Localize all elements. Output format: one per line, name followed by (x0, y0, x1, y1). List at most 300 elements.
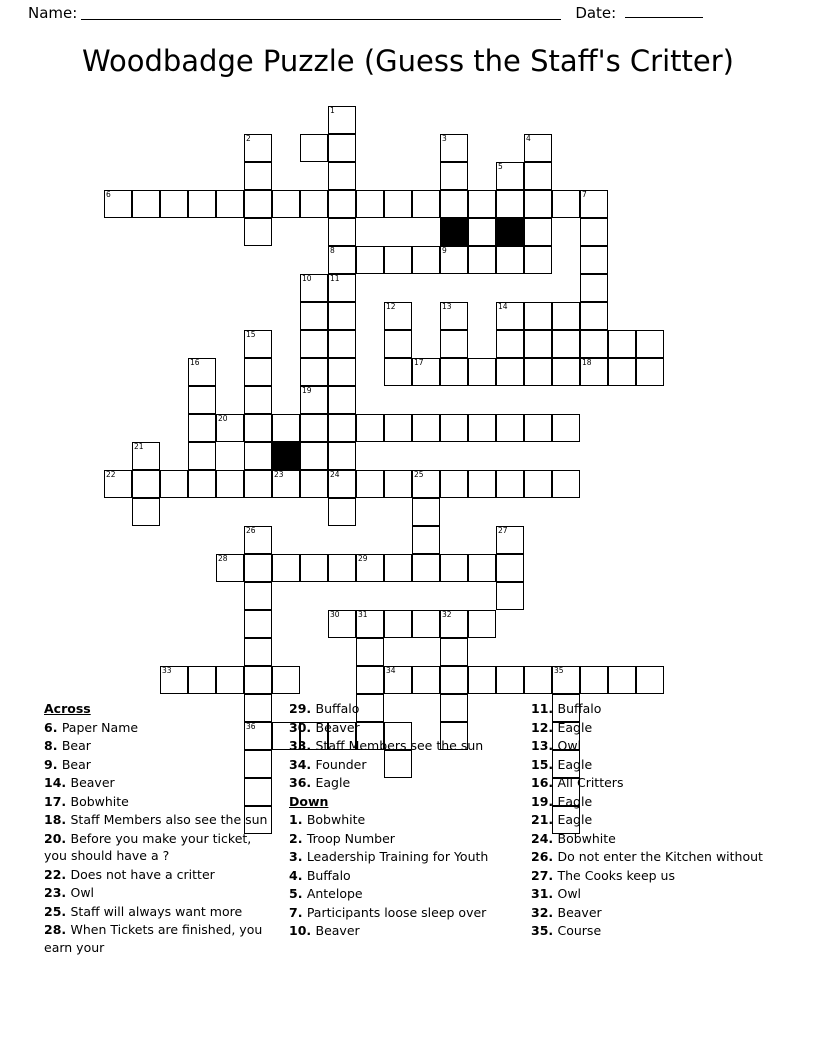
grid-cell[interactable] (244, 134, 272, 162)
clue-down-10 (289, 922, 521, 940)
grid-cell-number: 17 (414, 358, 424, 367)
grid-cell[interactable] (244, 330, 272, 358)
clue-down-31 (531, 885, 763, 903)
clue-text: Troop Number (306, 830, 395, 846)
grid-cell-number: 30 (330, 610, 340, 619)
grid-cell[interactable] (384, 610, 412, 638)
clue-across-20 (44, 830, 276, 865)
clue-number: 29. (289, 701, 316, 716)
grid-cell[interactable] (384, 414, 412, 442)
clue-across-29 (289, 700, 521, 718)
grid-cell[interactable] (412, 498, 440, 526)
grid-cell[interactable] (552, 358, 580, 386)
grid-cell[interactable] (468, 246, 496, 274)
clue-text: Leadership Training for Youth (306, 849, 489, 864)
grid-cell[interactable] (328, 442, 356, 470)
grid-cell[interactable] (440, 638, 468, 666)
grid-cell[interactable] (524, 302, 552, 330)
clue-text: All Critters (557, 775, 624, 790)
date-label: Date: (575, 4, 617, 22)
grid-cell[interactable] (160, 470, 188, 498)
grid-cell[interactable] (300, 330, 328, 358)
grid-cell-number: 3 (442, 134, 447, 143)
clue-number: 31. (531, 886, 558, 901)
grid-cell[interactable] (524, 330, 552, 358)
grid-cell-number: 1 (330, 106, 335, 115)
clue-across-6 (44, 719, 276, 737)
grid-cell[interactable] (328, 610, 356, 638)
clues-column-2 (289, 700, 521, 941)
grid-cell[interactable] (160, 666, 188, 694)
clue-down-12 (531, 719, 763, 737)
clue-text: Buffalo (315, 701, 360, 716)
grid-cell-number: 24 (330, 470, 340, 479)
grid-cell-blocked (440, 218, 468, 246)
grid-cell[interactable] (440, 610, 468, 638)
grid-cell[interactable] (412, 554, 440, 582)
grid-cell[interactable] (244, 358, 272, 386)
clue-across-9 (44, 756, 276, 774)
grid-cell[interactable] (244, 442, 272, 470)
grid-cell[interactable] (244, 162, 272, 190)
grid-cell[interactable] (440, 554, 468, 582)
grid-cell[interactable] (300, 554, 328, 582)
grid-cell[interactable] (636, 666, 664, 694)
clue-number: 34. (289, 756, 316, 772)
grid-cell[interactable] (524, 162, 552, 190)
grid-cell[interactable] (216, 554, 244, 582)
clue-number: 25. (44, 903, 71, 919)
date-group (575, 4, 707, 22)
grid-cell[interactable] (496, 330, 524, 358)
grid-cell[interactable] (188, 358, 216, 386)
grid-cell[interactable] (300, 302, 328, 330)
grid-cell-number: 27 (498, 526, 508, 535)
grid-cell-number: 12 (386, 302, 396, 311)
clue-number: 4. (289, 867, 307, 883)
grid-cell-blocked (272, 442, 300, 470)
grid-cell[interactable] (188, 666, 216, 694)
grid-cell-number: 33 (162, 666, 172, 675)
clue-number: 22. (44, 866, 71, 882)
grid-cell[interactable] (384, 190, 412, 218)
clue-down-27 (531, 867, 763, 885)
clue-across-34 (289, 756, 521, 774)
grid-cell[interactable] (468, 554, 496, 582)
grid-cell[interactable] (580, 190, 608, 218)
grid-cell[interactable] (356, 610, 384, 638)
grid-cell[interactable] (104, 470, 132, 498)
grid-cell[interactable] (300, 414, 328, 442)
clue-number: 2. (289, 830, 307, 846)
grid-cell[interactable] (272, 554, 300, 582)
grid-cell[interactable] (188, 414, 216, 442)
clue-number: 36. (289, 775, 316, 790)
grid-cell[interactable] (356, 666, 384, 694)
grid-cell[interactable] (328, 358, 356, 386)
clue-number: 32. (531, 904, 558, 920)
clue-down-19 (531, 793, 763, 811)
grid-cell[interactable] (300, 190, 328, 218)
grid-cell[interactable] (552, 302, 580, 330)
clue-down-26 (531, 848, 763, 866)
clue-text: Beaver (557, 904, 602, 920)
clue-number: 19. (531, 793, 558, 809)
name-date-line (28, 0, 788, 26)
grid-cell[interactable] (636, 358, 664, 386)
clue-text: Bear (61, 756, 91, 772)
grid-cell[interactable] (384, 302, 412, 330)
grid-cell[interactable] (412, 246, 440, 274)
clue-down-5 (289, 885, 521, 903)
grid-cell[interactable] (328, 162, 356, 190)
grid-cell[interactable] (440, 134, 468, 162)
clue-number: 6. (44, 719, 62, 735)
grid-cell[interactable] (524, 414, 552, 442)
clue-text: Buffalo (557, 701, 602, 716)
grid-cell[interactable] (300, 274, 328, 302)
clue-text: Eagle (557, 719, 593, 735)
grid-cell[interactable] (132, 498, 160, 526)
grid-cell[interactable] (580, 330, 608, 358)
grid-cell[interactable] (216, 470, 244, 498)
grid-cell[interactable] (216, 414, 244, 442)
name-write-line[interactable] (81, 7, 561, 20)
grid-cell[interactable] (524, 134, 552, 162)
clue-text: Participants loose sleep over (306, 904, 487, 920)
grid-cell[interactable] (636, 330, 664, 358)
grid-cell-number: 32 (442, 610, 452, 619)
grid-cell[interactable] (384, 470, 412, 498)
clue-across-36 (289, 774, 521, 792)
grid-cell[interactable] (552, 666, 580, 694)
grid-cell[interactable] (468, 414, 496, 442)
grid-cell-number: 23 (274, 470, 284, 479)
grid-cell-number: 8 (330, 246, 335, 255)
grid-cell[interactable] (244, 638, 272, 666)
grid-cell[interactable] (496, 246, 524, 274)
grid-cell[interactable] (384, 554, 412, 582)
grid-cell[interactable] (328, 302, 356, 330)
clue-across-8 (44, 737, 276, 755)
grid-cell[interactable] (412, 526, 440, 554)
clue-number: 33. (289, 738, 316, 753)
clue-number: 14. (44, 775, 71, 790)
grid-cell[interactable] (468, 470, 496, 498)
grid-cell[interactable] (412, 666, 440, 694)
date-write-line[interactable] (625, 5, 703, 18)
clue-number: 26. (531, 849, 558, 864)
clue-text: Owl (557, 738, 582, 753)
grid-cell-blocked (496, 218, 524, 246)
grid-cell[interactable] (580, 218, 608, 246)
grid-cell-number: 31 (358, 610, 368, 619)
grid-cell[interactable] (412, 358, 440, 386)
clue-text: Course (557, 923, 602, 938)
grid-cell[interactable] (328, 218, 356, 246)
grid-cell[interactable] (412, 414, 440, 442)
grid-cell[interactable] (356, 246, 384, 274)
grid-cell[interactable] (384, 246, 412, 274)
grid-cell-number: 21 (134, 442, 144, 451)
grid-cell[interactable] (328, 246, 356, 274)
clue-number: 23. (44, 885, 71, 900)
grid-cell-number: 4 (526, 134, 531, 143)
grid-cell[interactable] (580, 246, 608, 274)
grid-cell[interactable] (552, 414, 580, 442)
grid-cell[interactable] (440, 246, 468, 274)
grid-cell[interactable] (580, 666, 608, 694)
clue-text: Bear (61, 738, 91, 753)
grid-cell[interactable] (328, 554, 356, 582)
grid-cell[interactable] (356, 470, 384, 498)
clue-text: When Tickets are finished, you earn your (44, 922, 263, 955)
clue-down-2 (289, 830, 521, 848)
grid-cell-number: 35 (554, 666, 564, 675)
grid-cell-number: 28 (218, 554, 228, 563)
grid-cell[interactable] (496, 358, 524, 386)
grid-cell[interactable] (244, 610, 272, 638)
grid-cell[interactable] (272, 190, 300, 218)
grid-cell[interactable] (328, 190, 356, 218)
clue-number: 24. (531, 830, 558, 846)
grid-cell[interactable] (216, 190, 244, 218)
grid-cell[interactable] (468, 218, 496, 246)
clue-text: Paper Name (61, 719, 139, 735)
grid-cell[interactable] (468, 190, 496, 218)
grid-cell[interactable] (384, 666, 412, 694)
grid-cell[interactable] (300, 442, 328, 470)
grid-cell[interactable] (580, 274, 608, 302)
clue-text: Beaver (315, 719, 360, 735)
clue-text: Eagle (557, 756, 593, 772)
grid-cell[interactable] (132, 470, 160, 498)
grid-cell[interactable] (412, 470, 440, 498)
clue-down-32 (531, 904, 763, 922)
grid-cell[interactable] (328, 414, 356, 442)
grid-cell[interactable] (160, 190, 188, 218)
clue-text: Bobwhite (70, 793, 129, 809)
clue-number: 28. (44, 922, 71, 937)
grid-cell[interactable] (524, 190, 552, 218)
grid-cell[interactable] (328, 134, 356, 162)
grid-cell[interactable] (524, 358, 552, 386)
grid-cell[interactable] (496, 582, 524, 610)
clue-down-21 (531, 811, 763, 829)
grid-cell[interactable] (132, 190, 160, 218)
grid-cell-number: 25 (414, 470, 424, 479)
clue-text: Bobwhite (306, 812, 366, 827)
grid-cell[interactable] (300, 470, 328, 498)
clue-text: Before you make your ticket, you should have a ? (44, 830, 252, 863)
clue-text: Founder (315, 756, 367, 772)
grid-cell[interactable] (188, 386, 216, 414)
grid-cell[interactable] (328, 386, 356, 414)
grid-cell[interactable] (440, 162, 468, 190)
grid-cell-number: 36 (246, 722, 256, 731)
clue-down-24 (531, 830, 763, 848)
clue-number: 16. (531, 775, 558, 790)
clue-text: Beaver (315, 923, 360, 938)
grid-cell[interactable] (580, 302, 608, 330)
grid-cell-number: 11 (330, 274, 340, 283)
grid-cell-number: 6 (106, 190, 111, 199)
clue-number: 5. (289, 886, 307, 901)
grid-cell[interactable] (496, 414, 524, 442)
grid-cell[interactable] (300, 358, 328, 386)
clue-number: 21. (531, 812, 558, 827)
grid-cell[interactable] (328, 106, 356, 134)
clue-text: Staff Members see the sun (315, 738, 484, 753)
grid-cell[interactable] (440, 414, 468, 442)
grid-cell[interactable] (524, 246, 552, 274)
clue-across-17 (44, 793, 276, 811)
clue-down-35 (531, 922, 763, 940)
grid-cell[interactable] (188, 190, 216, 218)
clue-text: Bobwhite (557, 830, 616, 846)
grid-cell[interactable] (328, 330, 356, 358)
grid-cell[interactable] (244, 526, 272, 554)
grid-cell[interactable] (272, 414, 300, 442)
clue-number: 11. (531, 701, 558, 716)
clue-text: Owl (557, 886, 582, 901)
clue-number: 3. (289, 849, 307, 864)
clue-text: Owl (70, 885, 95, 900)
grid-cell[interactable] (244, 218, 272, 246)
grid-cell[interactable] (440, 666, 468, 694)
grid-cell[interactable] (496, 470, 524, 498)
grid-cell[interactable] (188, 470, 216, 498)
clues-column-1 (44, 700, 276, 957)
clue-number: 30. (289, 719, 316, 735)
grid-cell-number: 2 (246, 134, 251, 143)
grid-cell[interactable] (244, 554, 272, 582)
grid-cell[interactable] (328, 274, 356, 302)
clue-number: 17. (44, 793, 71, 809)
grid-cell[interactable] (608, 358, 636, 386)
grid-cell[interactable] (496, 302, 524, 330)
grid-cell[interactable] (496, 190, 524, 218)
grid-cell[interactable] (300, 134, 328, 162)
clue-down-3 (289, 848, 521, 866)
grid-cell-number: 18 (582, 358, 592, 367)
grid-cell[interactable] (496, 162, 524, 190)
grid-cell[interactable] (524, 218, 552, 246)
grid-cell[interactable] (328, 498, 356, 526)
grid-cell[interactable] (524, 470, 552, 498)
grid-cell-number: 16 (190, 358, 200, 367)
clue-text: Does not have a critter (70, 866, 215, 882)
clue-text: Eagle (315, 775, 351, 790)
grid-cell[interactable] (356, 638, 384, 666)
grid-cell[interactable] (384, 330, 412, 358)
clue-down-4 (289, 867, 521, 885)
grid-cell-number: 34 (386, 666, 396, 675)
grid-cell[interactable] (412, 190, 440, 218)
clue-text: Staff Members also see the sun (70, 812, 268, 827)
grid-cell[interactable] (272, 470, 300, 498)
grid-cell-number: 13 (442, 302, 452, 311)
grid-cell[interactable] (356, 554, 384, 582)
clue-across-14 (44, 774, 276, 792)
grid-cell[interactable] (412, 610, 440, 638)
grid-cell[interactable] (524, 666, 552, 694)
clue-number: 1. (289, 812, 307, 827)
grid-cell[interactable] (356, 414, 384, 442)
grid-cell[interactable] (440, 330, 468, 358)
grid-cell[interactable] (244, 414, 272, 442)
grid-cell-number: 7 (582, 190, 587, 199)
grid-cell[interactable] (244, 190, 272, 218)
grid-cell-number: 29 (358, 554, 368, 563)
grid-cell[interactable] (496, 526, 524, 554)
grid-cell[interactable] (468, 666, 496, 694)
grid-cell[interactable] (384, 358, 412, 386)
clue-text: Beaver (70, 775, 115, 790)
clue-text: Do not enter the Kitchen without (557, 849, 763, 864)
grid-cell[interactable] (552, 190, 580, 218)
grid-cell[interactable] (328, 470, 356, 498)
grid-cell[interactable] (244, 582, 272, 610)
grid-cell[interactable] (188, 442, 216, 470)
page-title: Woodbadge Puzzle (Guess the Staff's Critter) (82, 44, 734, 78)
grid-cell[interactable] (496, 554, 524, 582)
grid-cell[interactable] (468, 358, 496, 386)
clue-down-1 (289, 811, 521, 829)
grid-cell[interactable] (496, 666, 524, 694)
clue-number: 8. (44, 738, 62, 753)
grid-cell-number: 19 (302, 386, 312, 395)
clue-across-23 (44, 884, 276, 902)
clue-text: The Cooks keep us (557, 867, 675, 883)
clue-number: 35. (531, 923, 558, 938)
grid-cell[interactable] (608, 330, 636, 358)
grid-cell[interactable] (356, 190, 384, 218)
clue-text: Staff will always want more (70, 903, 243, 919)
clue-across-18 (44, 811, 276, 829)
grid-cell[interactable] (440, 302, 468, 330)
clue-number: 20. (44, 830, 71, 846)
clue-number: 12. (531, 719, 558, 735)
grid-cell[interactable] (468, 610, 496, 638)
grid-cell[interactable] (244, 386, 272, 414)
clue-down-16 (531, 774, 763, 792)
grid-cell[interactable] (244, 666, 272, 694)
grid-cell[interactable] (132, 442, 160, 470)
clues-area (44, 700, 784, 1000)
grid-cell[interactable] (608, 666, 636, 694)
grid-cell[interactable] (552, 470, 580, 498)
grid-cell[interactable] (104, 190, 132, 218)
grid-cell[interactable] (300, 386, 328, 414)
clue-across-30 (289, 719, 521, 737)
across-heading: Across (44, 701, 91, 716)
grid-cell[interactable] (216, 666, 244, 694)
grid-cell-number: 20 (218, 414, 228, 423)
grid-cell[interactable] (440, 470, 468, 498)
grid-cell[interactable] (580, 358, 608, 386)
grid-cell[interactable] (244, 470, 272, 498)
grid-cell-number: 22 (106, 470, 116, 479)
grid-cell[interactable] (272, 666, 300, 694)
grid-cell[interactable] (552, 330, 580, 358)
grid-cell[interactable] (440, 190, 468, 218)
name-label: Name: (28, 4, 78, 22)
clue-number: 27. (531, 867, 558, 883)
clue-text: Eagle (557, 793, 593, 809)
clues-column-3 (531, 700, 763, 941)
grid-cell[interactable] (440, 358, 468, 386)
